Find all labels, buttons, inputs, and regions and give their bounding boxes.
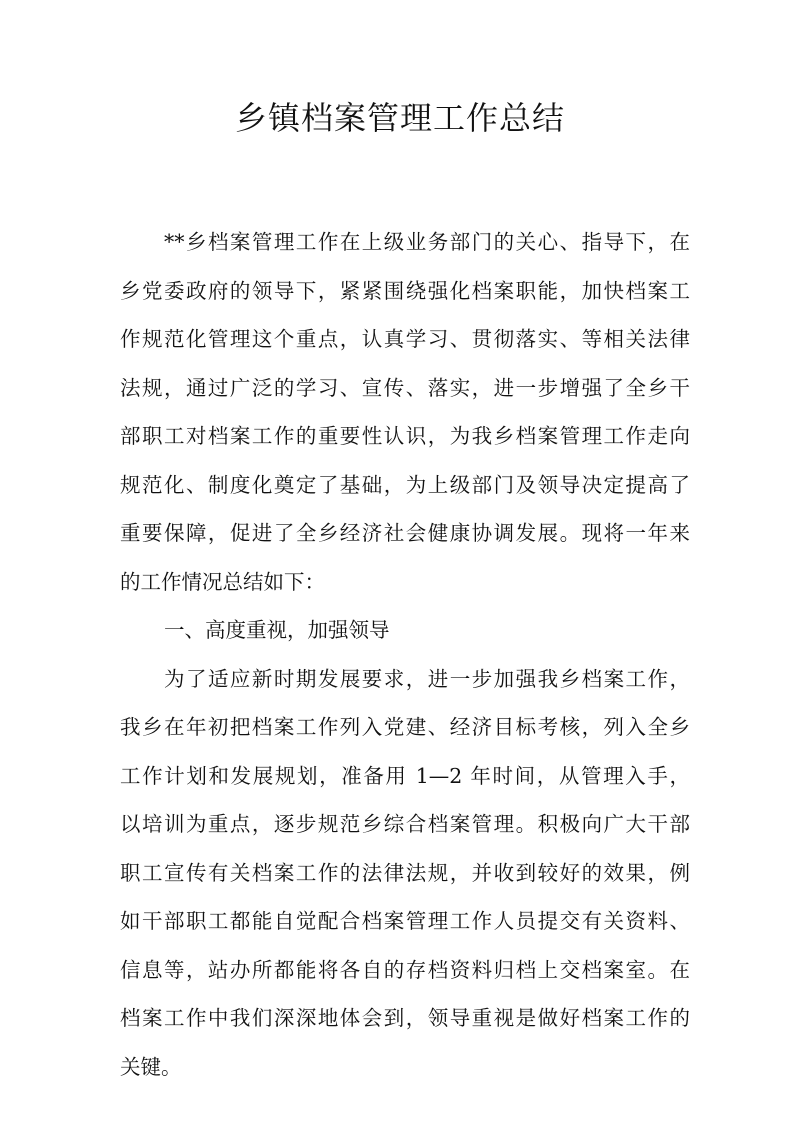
paragraph-line: 为了适应新时期发展要求，进一步加强我乡档案工作， [164, 667, 690, 691]
paragraph-line: **乡档案管理工作在上级业务部门的关心、指导下，在 [164, 230, 690, 254]
paragraph-line: 重要保障，促进了全乡经济社会健康协调发展。现将一年来 [120, 521, 690, 545]
paragraph-line: 如干部职工都能自觉配合档案管理工作人员提交有关资料、 [120, 909, 690, 933]
paragraph-line: 关键。 [120, 1055, 182, 1079]
paragraph-line: 档案工作中我们深深地体会到，领导重视是做好档案工作的 [120, 1006, 690, 1030]
paragraph-line: 的工作情况总结如下： [120, 570, 325, 594]
paragraph-line: 以培训为重点，逐步规范乡综合档案管理。积极向广大干部 [120, 812, 690, 836]
paragraph-line: 我乡在年初把档案工作列入党建、经济目标考核，列入全乡 [120, 715, 690, 739]
paragraph-line: 规范化、制度化奠定了基础，为上级部门及领导决定提高了 [120, 473, 690, 497]
document-title: 乡镇档案管理工作总结 [234, 99, 565, 137]
paragraph-line: 作规范化管理这个重点，认真学习、贯彻落实、等相关法律 [120, 327, 690, 351]
paragraph-line: 乡党委政府的领导下，紧紧围绕强化档案职能，加快档案工 [120, 279, 690, 303]
paragraph-line: 工作计划和发展规划，准备用 1—2 年时间，从管理入手， [120, 764, 690, 788]
paragraph-line: 法规，通过广泛的学习、宣传、落实，进一步增强了全乡干 [120, 376, 690, 400]
paragraph-line: 职工宣传有关档案工作的法律法规，并收到较好的效果，例 [120, 861, 690, 885]
paragraph-line: 部职工对档案工作的重要性认识，为我乡档案管理工作走向 [120, 424, 690, 448]
section-heading-1: 一、高度重视，加强领导 [164, 618, 390, 642]
paragraph-line: 信息等，站办所都能将各自的存档资料归档上交档案室。在 [120, 958, 690, 982]
